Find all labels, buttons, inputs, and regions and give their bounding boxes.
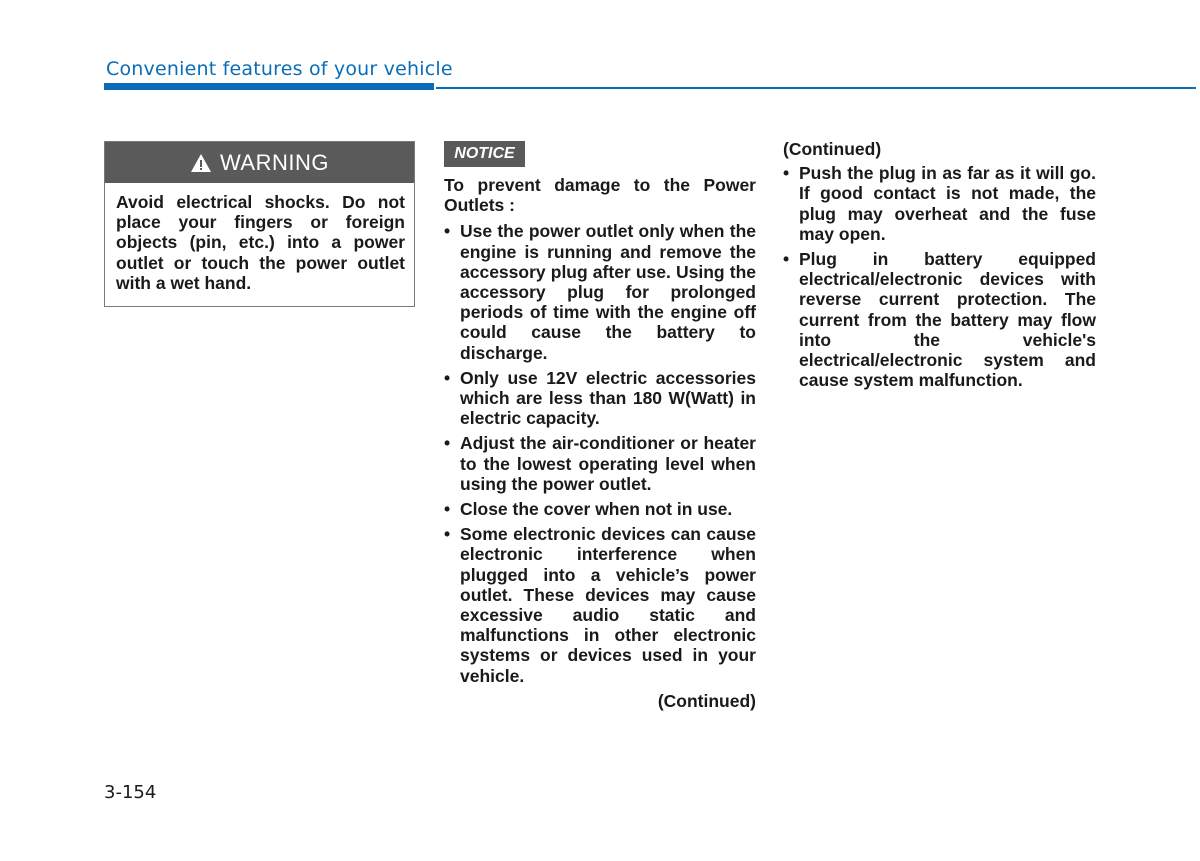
page-number: 3-154: [104, 782, 157, 803]
list-item: • Only use 12V electric accessories which are less than 180 W(Watt) in electric capacity.: [444, 368, 756, 429]
warning-text: Avoid electrical shocks. Do not place your fingers or foreign objects (pin, etc.) into a power outlet or touch the power outlet with a wet hand.: [116, 192, 405, 293]
notice-intro: To prevent damage to the Power Outlets :: [444, 175, 756, 216]
continued-column: [783, 139, 1096, 395]
warning-header: [105, 142, 414, 183]
notice-column: [444, 175, 756, 711]
section-title: Convenient features of your vehicle: [106, 58, 453, 80]
header-rule-thick: [104, 83, 434, 90]
list-item: • Use the power outlet only when the engine is running and remove the accessory plug after use. Using the accessory plug for prolonged periods of time with the engine off could cause the battery to discharge.: [444, 221, 756, 362]
warning-box: [104, 141, 415, 307]
header-rule-thin: [436, 87, 1196, 89]
list-item: • Some electronic devices can cause electronic interference when plugged into a vehicle’s power outlet. These devices may cause excessive audio static and malfunctions in other electronic systems or devices used in your vehicle.: [444, 524, 756, 686]
list-item: • Push the plug in as far as it will go. If good contact is not made, the plug may overheat and the fuse may open.: [783, 163, 1096, 244]
list-item: • Close the cover when not in use.: [444, 499, 756, 519]
warning-title: WARNING: [219, 149, 329, 175]
list-item: • Adjust the air-conditioner or heater to the lowest operating level when using the power outlet.: [444, 433, 756, 494]
warning-triangle-icon: [190, 153, 212, 173]
notice-list: [444, 221, 756, 685]
list-item: • Plug in battery equipped electrical/electronic devices with reverse current protection. The current from the battery may flow into the vehicle's electrical/electronic system and cause system malfunction.: [783, 249, 1096, 390]
notice-badge: NOTICE: [444, 141, 525, 167]
continued-list: [783, 163, 1096, 390]
continued-label-bottom: (Continued): [657, 690, 756, 711]
continued-label-top: (Continued): [783, 139, 882, 159]
